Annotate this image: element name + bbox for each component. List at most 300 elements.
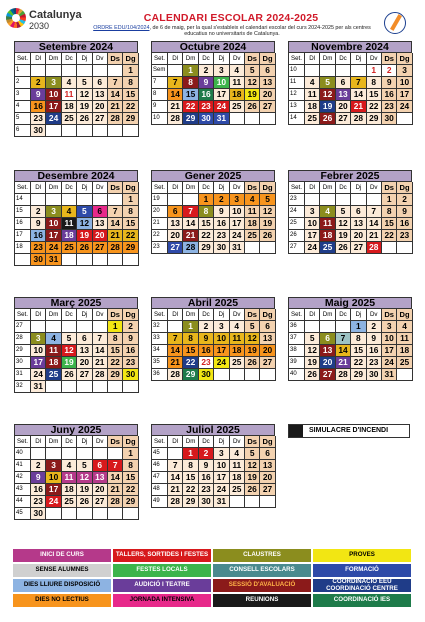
day-cell: 13	[260, 460, 275, 472]
day-cell: 4	[62, 77, 77, 89]
day-cell: 3	[46, 77, 61, 89]
month-title: Maig 2025	[288, 297, 412, 309]
weekday-header: Set.	[152, 309, 168, 321]
week-number: 2	[15, 77, 31, 89]
day-cell: 20	[93, 101, 108, 113]
day-cell: 11	[62, 472, 77, 484]
day-cell: 29	[183, 113, 198, 125]
day-cell: 28	[168, 369, 183, 381]
day-cell: 6	[336, 77, 351, 89]
empty-day	[336, 194, 351, 206]
day-cell: 6	[93, 206, 108, 218]
day-cell: 6	[93, 77, 108, 89]
day-cell: 19	[245, 345, 260, 357]
weekday-header: Dg	[123, 53, 138, 65]
weekday-header: Dv	[367, 309, 382, 321]
week-number: 38	[289, 345, 305, 357]
week-number: 28	[15, 333, 31, 345]
day-cell: 7	[351, 77, 366, 89]
day-cell: 20	[260, 89, 275, 101]
empty-day	[108, 448, 123, 460]
day-cell: 22	[183, 357, 198, 369]
day-cell: 11	[230, 77, 245, 89]
day-cell: 4	[305, 77, 320, 89]
weekday-header: Dc	[336, 182, 351, 194]
weekday-header: Dm	[183, 436, 198, 448]
week-number: 23	[152, 242, 168, 254]
day-cell: 22	[367, 101, 382, 113]
month-7	[151, 297, 275, 381]
weekday-header: Dj	[77, 309, 92, 321]
weekday-header: Dc	[62, 436, 77, 448]
page-subtitle	[92, 25, 372, 37]
day-cell: 20	[93, 484, 108, 496]
week-number: 9	[152, 101, 168, 113]
day-cell: 2	[367, 321, 382, 333]
day-cell: 8	[183, 460, 198, 472]
empty-day	[46, 448, 61, 460]
empty-day	[351, 194, 366, 206]
weekday-header: Dl	[31, 53, 46, 65]
week-number: 3	[15, 89, 31, 101]
day-cell: 10	[214, 460, 229, 472]
legend-item: SESSIÓ D'AVALUACIÓ	[212, 578, 312, 593]
day-cell: 7	[108, 77, 123, 89]
day-cell: 24	[31, 369, 46, 381]
empty-day	[123, 125, 138, 137]
day-cell: 27	[260, 484, 275, 496]
weekday-header: Dc	[62, 309, 77, 321]
day-cell: 17	[31, 357, 46, 369]
weekday-header: Dm	[320, 53, 335, 65]
weekday-header: Ds	[382, 182, 397, 194]
day-cell: 3	[382, 321, 397, 333]
weekday-header: Dg	[260, 53, 275, 65]
empty-day	[168, 321, 183, 333]
day-cell: 17	[46, 484, 61, 496]
week-number: 31	[15, 369, 31, 381]
weekday-header: Dm	[46, 53, 61, 65]
weekday-header: Dg	[260, 436, 275, 448]
month-grid	[151, 53, 275, 125]
day-cell: 8	[367, 77, 382, 89]
empty-day	[46, 321, 61, 333]
day-cell: 13	[93, 218, 108, 230]
day-cell: 3	[214, 321, 229, 333]
empty-day	[123, 381, 138, 393]
empty-day	[397, 242, 412, 254]
day-cell: 31	[46, 254, 61, 266]
day-cell: 9	[31, 89, 46, 101]
day-cell: 2	[199, 448, 214, 460]
day-cell: 11	[230, 333, 245, 345]
day-cell: 4	[46, 333, 61, 345]
day-cell: 5	[245, 65, 260, 77]
day-cell: 26	[245, 484, 260, 496]
week-number: 33	[152, 333, 168, 345]
color-legend	[12, 548, 412, 608]
day-cell: 13	[77, 345, 92, 357]
day-cell: 9	[31, 218, 46, 230]
day-cell: 14	[108, 472, 123, 484]
day-cell: 11	[305, 89, 320, 101]
legend-item: TALLERS, SORTIDES I FESTES	[112, 548, 212, 563]
weekday-header: Ds	[108, 436, 123, 448]
weekday-header: Dc	[62, 182, 77, 194]
day-cell: 26	[260, 230, 275, 242]
day-cell: 6	[260, 65, 275, 77]
weekday-header: Dc	[336, 53, 351, 65]
weekday-header: Set.	[289, 182, 305, 194]
day-cell: 6	[168, 206, 183, 218]
day-cell: 18	[230, 345, 245, 357]
ordre-link[interactable]: ORDRE EDU/104/2024	[93, 25, 150, 31]
weekday-header: Dl	[168, 309, 183, 321]
day-cell: 1	[382, 194, 397, 206]
day-cell: 25	[397, 357, 412, 369]
day-cell: 23	[199, 484, 214, 496]
weekday-header: Dj	[214, 53, 229, 65]
month-title: Setembre 2024	[14, 41, 138, 53]
day-cell: 1	[367, 65, 382, 77]
day-cell: 2	[199, 65, 214, 77]
weekday-header: Dc	[62, 53, 77, 65]
day-cell: 3	[397, 65, 412, 77]
week-number: 14	[15, 194, 31, 206]
week-number: 35	[152, 357, 168, 369]
day-cell: 17	[397, 89, 412, 101]
month-5	[288, 170, 412, 254]
empty-day	[77, 194, 92, 206]
week-number: 41	[15, 460, 31, 472]
weekday-header: Dm	[183, 53, 198, 65]
month-9	[14, 424, 138, 520]
week-number: 40	[289, 369, 305, 381]
empty-day	[46, 65, 61, 77]
day-cell: 16	[31, 101, 46, 113]
month-8	[288, 297, 412, 381]
week-number: 20	[152, 206, 168, 218]
day-cell: 4	[62, 460, 77, 472]
weekday-header: Dj	[214, 309, 229, 321]
empty-day	[62, 321, 77, 333]
day-cell: 6	[260, 448, 275, 460]
month-title: Juny 2025	[14, 424, 138, 436]
day-cell: 15	[382, 218, 397, 230]
day-cell: 16	[123, 345, 138, 357]
day-cell: 19	[260, 218, 275, 230]
month-6	[14, 297, 138, 393]
day-cell: 29	[183, 496, 198, 508]
day-cell: 6	[320, 333, 335, 345]
day-cell: 8	[351, 333, 366, 345]
month-grid	[288, 53, 412, 125]
week-number: 7	[152, 77, 168, 89]
day-cell: 21	[168, 101, 183, 113]
month-grid	[14, 309, 138, 393]
empty-day	[108, 125, 123, 137]
day-cell: 11	[46, 345, 61, 357]
day-cell: 30	[214, 242, 229, 254]
day-cell: 1	[108, 321, 123, 333]
day-cell: 17	[382, 345, 397, 357]
day-cell: 23	[397, 230, 412, 242]
day-cell: 20	[351, 230, 366, 242]
empty-day	[46, 125, 61, 137]
day-cell: 11	[62, 89, 77, 101]
day-cell: 15	[183, 472, 198, 484]
empty-day	[320, 65, 335, 77]
empty-day	[260, 496, 275, 508]
day-cell: 9	[31, 472, 46, 484]
day-cell: 22	[123, 230, 138, 242]
empty-day	[123, 254, 138, 266]
week-number: 18	[15, 242, 31, 254]
weekday-header: Set.	[15, 182, 31, 194]
simulacre-label: SIMULACRE D'INCENDI	[309, 427, 389, 434]
weekday-header: Dc	[336, 309, 351, 321]
month-grid	[14, 436, 138, 520]
weekday-header: Set.	[289, 309, 305, 321]
day-cell: 28	[351, 113, 366, 125]
day-cell: 6	[351, 206, 366, 218]
month-0	[14, 41, 138, 137]
day-cell: 19	[305, 357, 320, 369]
day-cell: 25	[46, 369, 61, 381]
day-cell: 14	[168, 472, 183, 484]
day-cell: 30	[367, 369, 382, 381]
week-number: 29	[15, 345, 31, 357]
month-title: Març 2025	[14, 297, 138, 309]
month-title: Juliol 2025	[151, 424, 275, 436]
day-cell: 26	[77, 242, 92, 254]
month-title: Abril 2025	[151, 297, 275, 309]
weekday-header: Dm	[183, 309, 198, 321]
empty-day	[230, 369, 245, 381]
day-cell: 26	[245, 101, 260, 113]
day-cell: 28	[168, 113, 183, 125]
weekday-header: Dl	[305, 309, 320, 321]
day-cell: 6	[77, 333, 92, 345]
empty-day	[93, 448, 108, 460]
empty-day	[320, 194, 335, 206]
empty-day	[77, 448, 92, 460]
day-cell: 21	[108, 484, 123, 496]
week-number: 47	[152, 472, 168, 484]
day-cell: 26	[320, 113, 335, 125]
day-cell: 20	[93, 230, 108, 242]
day-cell: 29	[123, 242, 138, 254]
weekday-header: Set.	[15, 53, 31, 65]
weekday-header: Dl	[31, 182, 46, 194]
day-cell: 30	[199, 496, 214, 508]
month-1	[151, 41, 275, 125]
weekday-header: Ds	[382, 53, 397, 65]
day-cell: 5	[77, 460, 92, 472]
empty-day	[62, 448, 77, 460]
day-cell: 2	[382, 65, 397, 77]
weekday-header: Set.	[152, 436, 168, 448]
weekday-header: Dj	[351, 309, 366, 321]
weekday-header: Dv	[93, 182, 108, 194]
week-number: 27	[289, 242, 305, 254]
day-cell: 27	[93, 113, 108, 125]
weekday-header: Dj	[214, 182, 229, 194]
day-cell: 4	[397, 321, 412, 333]
weekday-header: Ds	[245, 53, 260, 65]
day-cell: 19	[62, 357, 77, 369]
day-cell: 23	[199, 101, 214, 113]
week-number: 37	[289, 333, 305, 345]
day-cell: 18	[46, 357, 61, 369]
day-cell: 15	[123, 89, 138, 101]
day-cell: 13	[168, 218, 183, 230]
week-number: 25	[289, 218, 305, 230]
day-cell: 13	[320, 345, 335, 357]
day-cell: 24	[214, 484, 229, 496]
empty-day	[108, 65, 123, 77]
empty-day	[93, 321, 108, 333]
weekday-header: Dm	[46, 309, 61, 321]
day-cell: 23	[382, 101, 397, 113]
day-cell: 28	[93, 369, 108, 381]
legend-item: INICI DE CURS	[12, 548, 112, 563]
day-cell: 12	[77, 218, 92, 230]
day-cell: 22	[123, 484, 138, 496]
month-title: Novembre 2024	[288, 41, 412, 53]
day-cell: 18	[397, 345, 412, 357]
day-cell: 10	[382, 333, 397, 345]
empty-day	[260, 369, 275, 381]
weekday-header: Dj	[351, 53, 366, 65]
empty-day	[230, 113, 245, 125]
day-cell: 12	[245, 77, 260, 89]
empty-day	[31, 194, 46, 206]
week-number: 13	[289, 101, 305, 113]
day-cell: 19	[336, 230, 351, 242]
day-cell: 17	[230, 218, 245, 230]
day-cell: 23	[214, 230, 229, 242]
day-cell: 20	[168, 230, 183, 242]
day-cell: 17	[46, 101, 61, 113]
day-cell: 22	[123, 101, 138, 113]
simulacre-legend	[288, 424, 410, 438]
day-cell: 11	[230, 460, 245, 472]
weekday-header: Dm	[183, 182, 198, 194]
month-2	[288, 41, 412, 125]
day-cell: 11	[62, 218, 77, 230]
empty-day	[77, 254, 92, 266]
day-cell: 10	[46, 218, 61, 230]
day-cell: 27	[336, 113, 351, 125]
day-cell: 1	[183, 321, 198, 333]
weekday-header: Ds	[108, 53, 123, 65]
week-number: 22	[152, 230, 168, 242]
day-cell: 19	[320, 101, 335, 113]
legend-item: SENSE ALUMNES	[12, 563, 112, 578]
day-cell: 31	[214, 113, 229, 125]
day-cell: 12	[305, 345, 320, 357]
day-cell: 21	[168, 357, 183, 369]
day-cell: 21	[168, 484, 183, 496]
week-number: 6	[15, 125, 31, 137]
empty-day	[336, 65, 351, 77]
day-cell: 16	[367, 345, 382, 357]
day-cell: 22	[199, 230, 214, 242]
day-cell: 10	[305, 218, 320, 230]
legend-item: FORMACIÓ	[312, 563, 412, 578]
day-cell: 11	[245, 206, 260, 218]
empty-day	[183, 194, 198, 206]
weekday-header: Ds	[108, 182, 123, 194]
day-cell: 17	[305, 230, 320, 242]
weekday-header: Dl	[31, 436, 46, 448]
weekday-header: Set.	[289, 53, 305, 65]
day-cell: 5	[245, 448, 260, 460]
week-number: 16	[15, 218, 31, 230]
weekday-header: Dg	[260, 182, 275, 194]
weekday-header: Ds	[245, 309, 260, 321]
day-cell: 24	[382, 357, 397, 369]
day-cell: 5	[260, 194, 275, 206]
day-cell: 14	[183, 218, 198, 230]
day-cell: 7	[168, 460, 183, 472]
weekday-header: Dj	[214, 436, 229, 448]
day-cell: 30	[382, 113, 397, 125]
weekday-header: Dv	[230, 436, 245, 448]
weekday-header: Dg	[123, 182, 138, 194]
weekday-header: Dm	[320, 309, 335, 321]
day-cell: 17	[46, 230, 61, 242]
day-cell: 17	[214, 472, 229, 484]
day-cell: 4	[230, 448, 245, 460]
day-cell: 21	[367, 230, 382, 242]
day-cell: 7	[183, 206, 198, 218]
day-cell: 5	[305, 333, 320, 345]
week-number: 17	[15, 230, 31, 242]
week-number: 45	[15, 508, 31, 520]
day-cell: 30	[31, 508, 46, 520]
day-cell: 26	[77, 113, 92, 125]
day-cell: 24	[46, 113, 61, 125]
day-cell: 12	[77, 472, 92, 484]
week-number: 48	[152, 484, 168, 496]
logo-line2: 2030	[29, 21, 50, 31]
empty-day	[93, 381, 108, 393]
day-cell: 10	[397, 77, 412, 89]
day-cell: 1	[123, 448, 138, 460]
empty-day	[305, 194, 320, 206]
empty-day	[320, 321, 335, 333]
empty-day	[46, 194, 61, 206]
day-cell: 3	[214, 448, 229, 460]
weekday-header: Dl	[168, 182, 183, 194]
empty-day	[93, 254, 108, 266]
day-cell: 19	[77, 484, 92, 496]
day-cell: 23	[31, 113, 46, 125]
week-number: 46	[152, 460, 168, 472]
day-cell: 11	[397, 333, 412, 345]
day-cell: 31	[31, 381, 46, 393]
weekday-header: Dm	[46, 436, 61, 448]
empty-day	[123, 508, 138, 520]
day-cell: 4	[320, 206, 335, 218]
weekday-header: Set.	[152, 53, 168, 65]
day-cell: 23	[199, 357, 214, 369]
empty-day	[351, 65, 366, 77]
day-cell: 14	[168, 89, 183, 101]
week-number: 49	[152, 496, 168, 508]
